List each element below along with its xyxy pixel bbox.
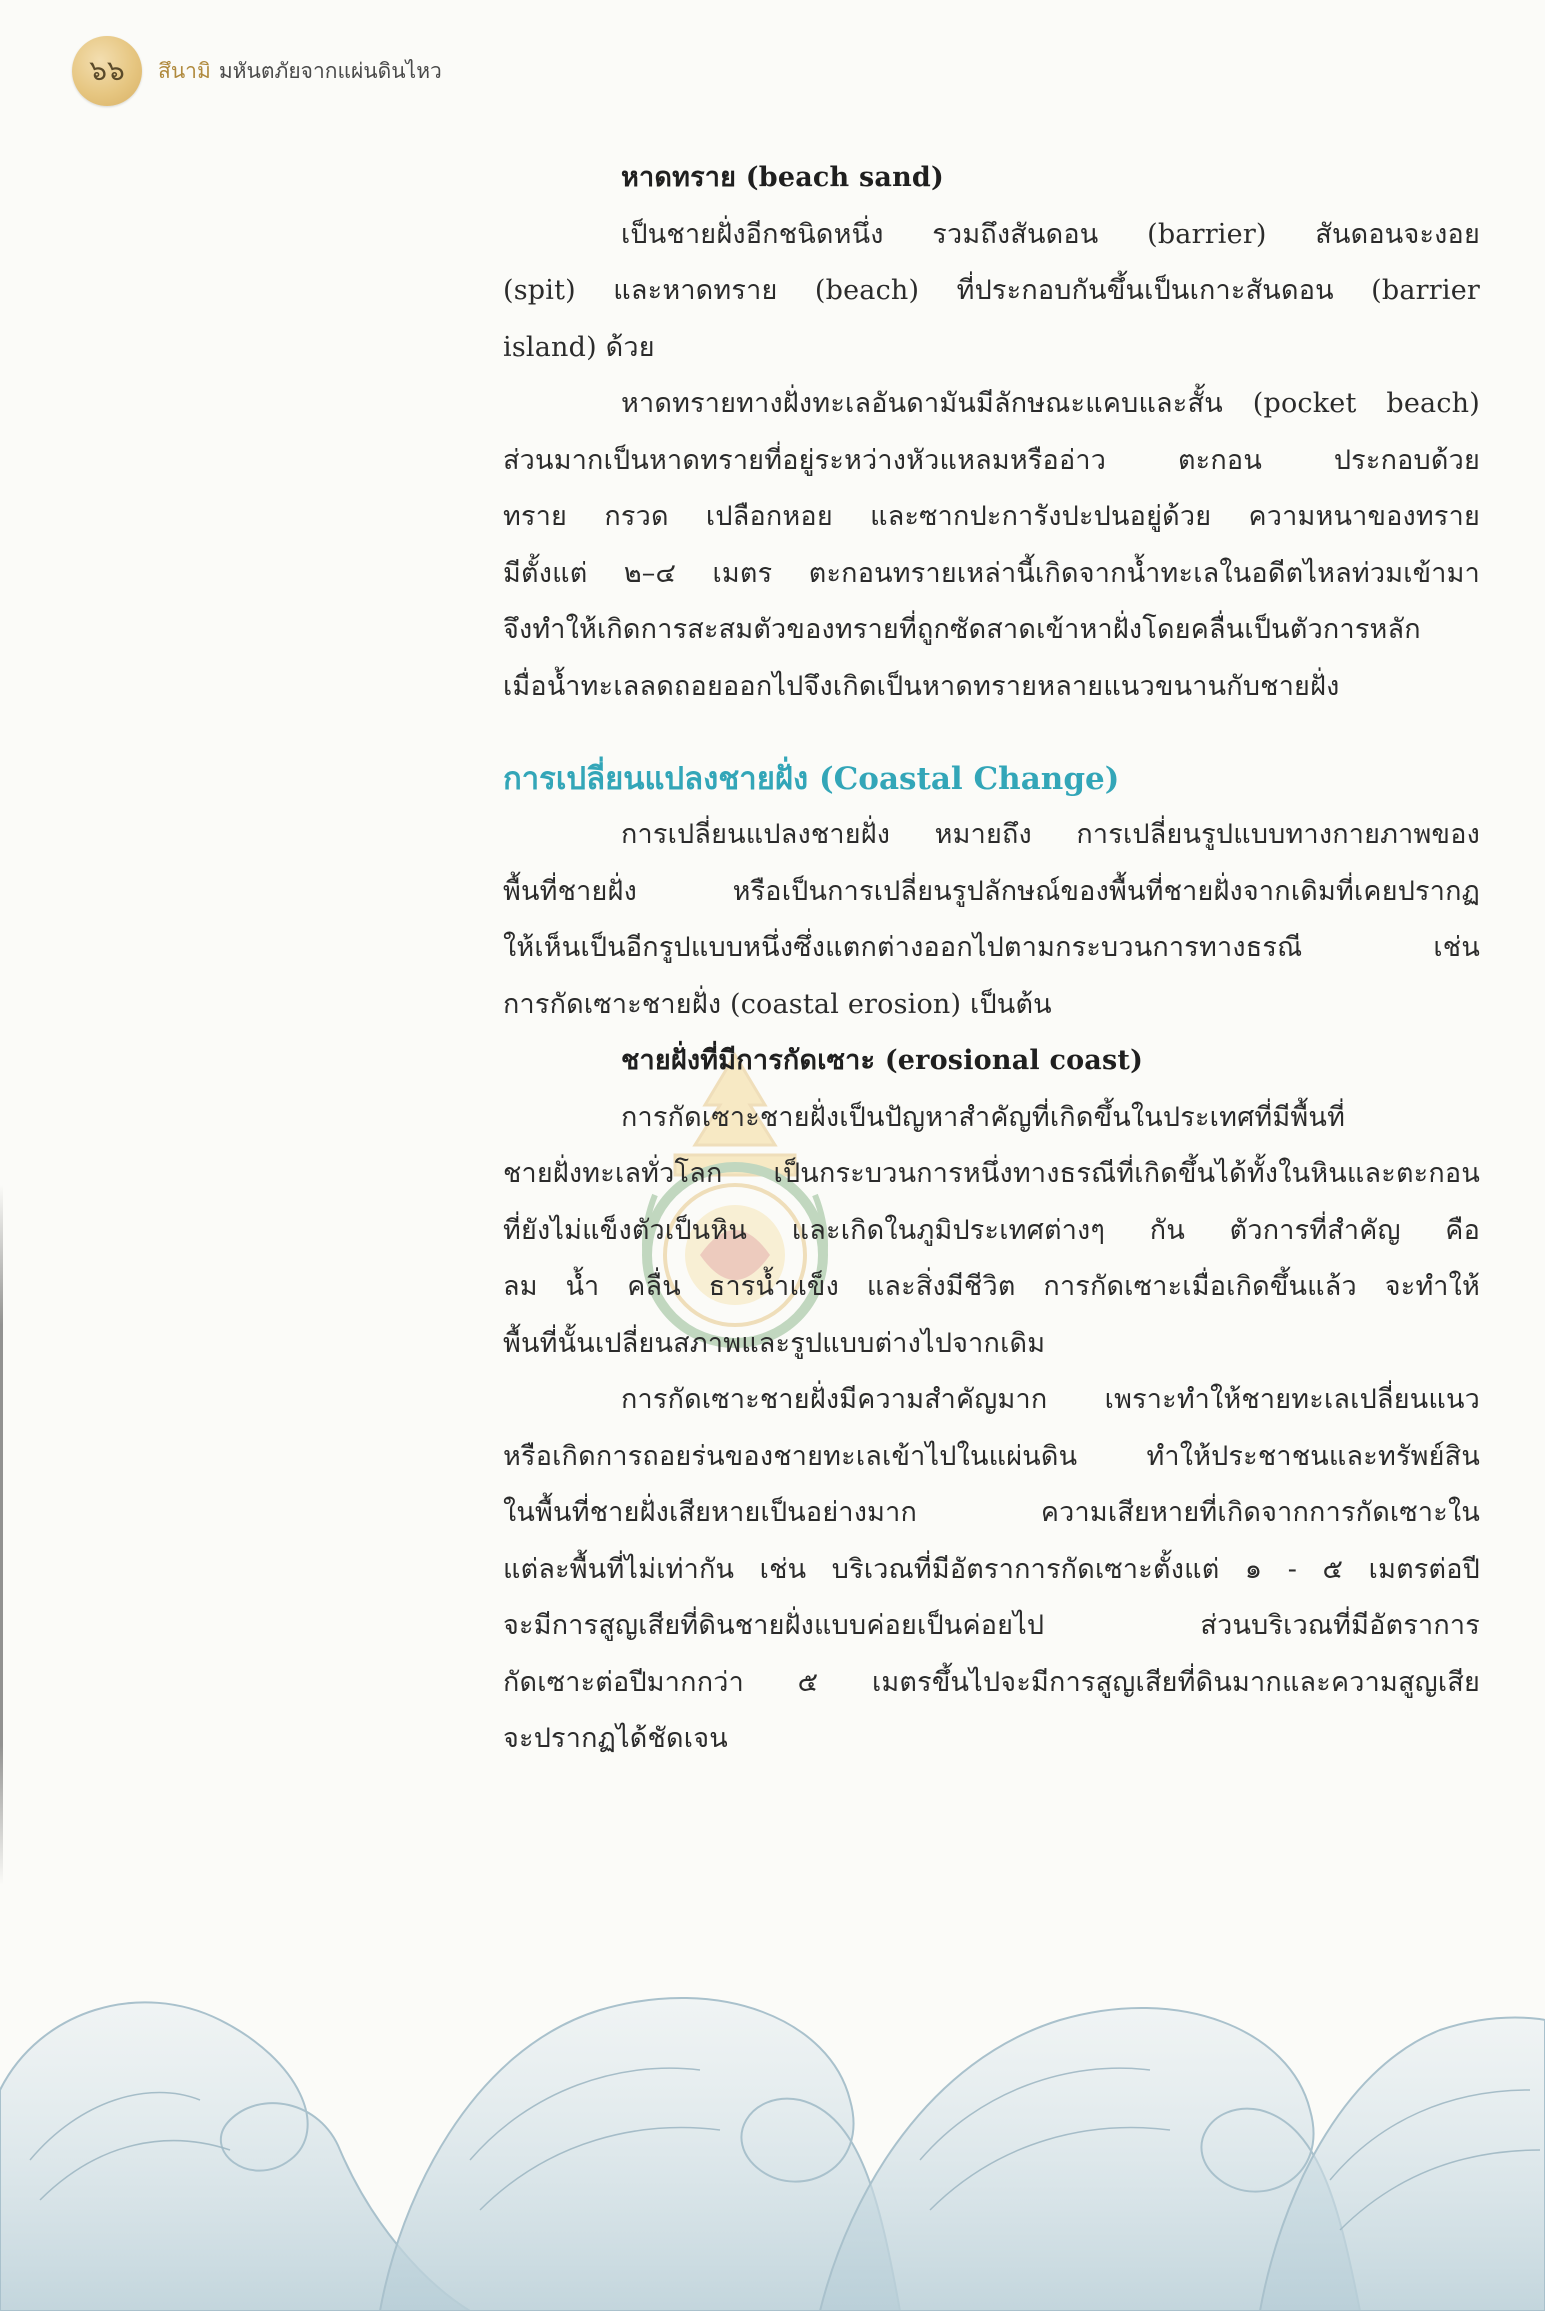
paragraph-beach-2 (503, 376, 1480, 715)
running-head-title (158, 55, 442, 88)
text-line: หาดทรายทางฝั่งทะเลอันดามันมีลักษณะแคบและสั้น (pocket beach) (621, 388, 1480, 419)
paragraph-change-1 (503, 807, 1480, 1033)
text-line: จะมีการสูญเสียที่ดินชายฝั่งแบบค่อยเป็นค่อยไป ส่วนบริเวณที่มีอัตราการ (503, 1610, 1480, 1641)
subheading-erosional-coast: ชายฝั่งที่มีการกัดเซาะ (erosional coast) (621, 1045, 1144, 1076)
page-number: ๖๖ (89, 54, 125, 87)
text-line: การกัดเซาะชายฝั่งเป็นปัญหาสำคัญที่เกิดขึ้นในประเทศที่มีพื้นที่ (621, 1101, 1346, 1133)
text-line: เป็นชายฝั่งอีกชนิดหนึ่ง รวมถึงสันดอน (barrier) สันดอนจะงอย (621, 218, 1480, 250)
paragraph-change-3 (503, 1372, 1480, 1768)
scan-margin-line (0, 1185, 3, 1885)
text-line: การกัดเซาะชายฝั่งมีความสำคัญมาก เพราะทำให้ชายทะเลเปลี่ยนแนว (621, 1384, 1480, 1415)
text-line: แต่ละพื้นที่ไม่เท่ากัน เช่น บริเวณที่มีอัตราการกัดเซาะตั้งแต่ ๑ - ๕ เมตรต่อปี (503, 1553, 1480, 1585)
paragraph-change-2 (503, 1090, 1480, 1373)
text-line: ในพื้นที่ชายฝั่งเสียหายเป็นอย่างมาก ความเสียหายที่เกิดจากการกัดเซาะใน (503, 1497, 1480, 1528)
text-line: การกัดเซาะชายฝั่ง (coastal erosion) เป็นต้น (503, 988, 1052, 1020)
text-line: (spit) และหาดทราย (beach) ที่ประกอบกันขึ้นเป็นเกาะสันดอน (barrier (503, 275, 1480, 306)
text-line: ให้เห็นเป็นอีกรูปแบบหนึ่งซึ่งแตกต่างออกไปตามกระบวนการทางธรณี เช่น (503, 932, 1480, 963)
text-line: มีตั้งแต่ ๒–๔ เมตร ตะกอนทรายเหล่านี้เกิดจากน้ำทะเลในอดีตไหลท่วมเข้ามา (503, 557, 1480, 589)
body-column (503, 150, 1480, 1768)
text-line: ลม น้ำ คลื่น ธารน้ำแข็ง และสิ่งมีชีวิต การกัดเซาะเมื่อเกิดขึ้นแล้ว จะทำให้ (503, 1271, 1480, 1302)
text-line: ชายฝั่งทะเลทั่วโลก เป็นกระบวนการหนึ่งทางธรณีที่เกิดขึ้นได้ทั้งในหินและตะกอน (503, 1158, 1480, 1189)
decorative-waves-illustration (0, 1900, 1545, 2311)
series-title: สึนามิ (158, 58, 211, 83)
text-line: ที่ยังไม่แข็งตัวเป็นหิน และเกิดในภูมิประเทศต่างๆ กัน ตัวการที่สำคัญ คือ (503, 1214, 1480, 1246)
text-line: จึงทำให้เกิดการสะสมตัวของทรายที่ถูกซัดสาดเข้าหาฝั่งโดยคลื่นเป็นตัวการหลัก (503, 614, 1421, 645)
text-line: island) ด้วย (503, 331, 655, 363)
section-heading-coastal-change: การเปลี่ยนแปลงชายฝั่ง (Coastal Change) (503, 761, 1120, 797)
text-line: จะปรากฏได้ชัดเจน (503, 1723, 728, 1754)
text-line: เมื่อน้ำทะเลลดถอยออกไปจึงเกิดเป็นหาดทรายหลายแนวขนานกับชายฝั่ง (503, 670, 1340, 702)
text-line: ส่วนมากเป็นหาดทรายที่อยู่ระหว่างหัวแหลมหรืออ่าว ตะกอน ประกอบด้วย (503, 444, 1480, 476)
text-line: กัดเซาะต่อปีมากกว่า ๕ เมตรขึ้นไปจะมีการสูญเสียที่ดินมากและความสูญเสีย (503, 1666, 1480, 1698)
text-line: การเปลี่ยนแปลงชายฝั่ง หมายถึง การเปลี่ยนรูปแบบทางกายภาพของ (621, 819, 1480, 850)
paragraph-beach-1 (503, 207, 1480, 377)
running-header (72, 36, 442, 106)
text-line: ทราย กรวด เปลือกหอย และซากปะการังปะปนอยู่ด้วย ความหนาของทราย (503, 501, 1480, 532)
subheading-beach-sand: หาดทราย (beach sand) (621, 162, 944, 193)
text-line: หรือเกิดการถอยร่นของชายทะเลเข้าไปในแผ่นดิน ทำให้ประชาชนและทรัพย์สิน (503, 1440, 1480, 1472)
page-number-badge (72, 36, 142, 106)
text-line: พื้นที่นั้นเปลี่ยนสภาพและรูปแบบต่างไปจากเดิม (503, 1327, 1046, 1359)
text-line: พื้นที่ชายฝั่ง หรือเป็นการเปลี่ยนรูปลักษณ์ของพื้นที่ชายฝั่งจากเดิมที่เคยปรากฏ (503, 875, 1480, 907)
book-title: มหันตภัยจากแผ่นดินไหว (218, 58, 442, 83)
